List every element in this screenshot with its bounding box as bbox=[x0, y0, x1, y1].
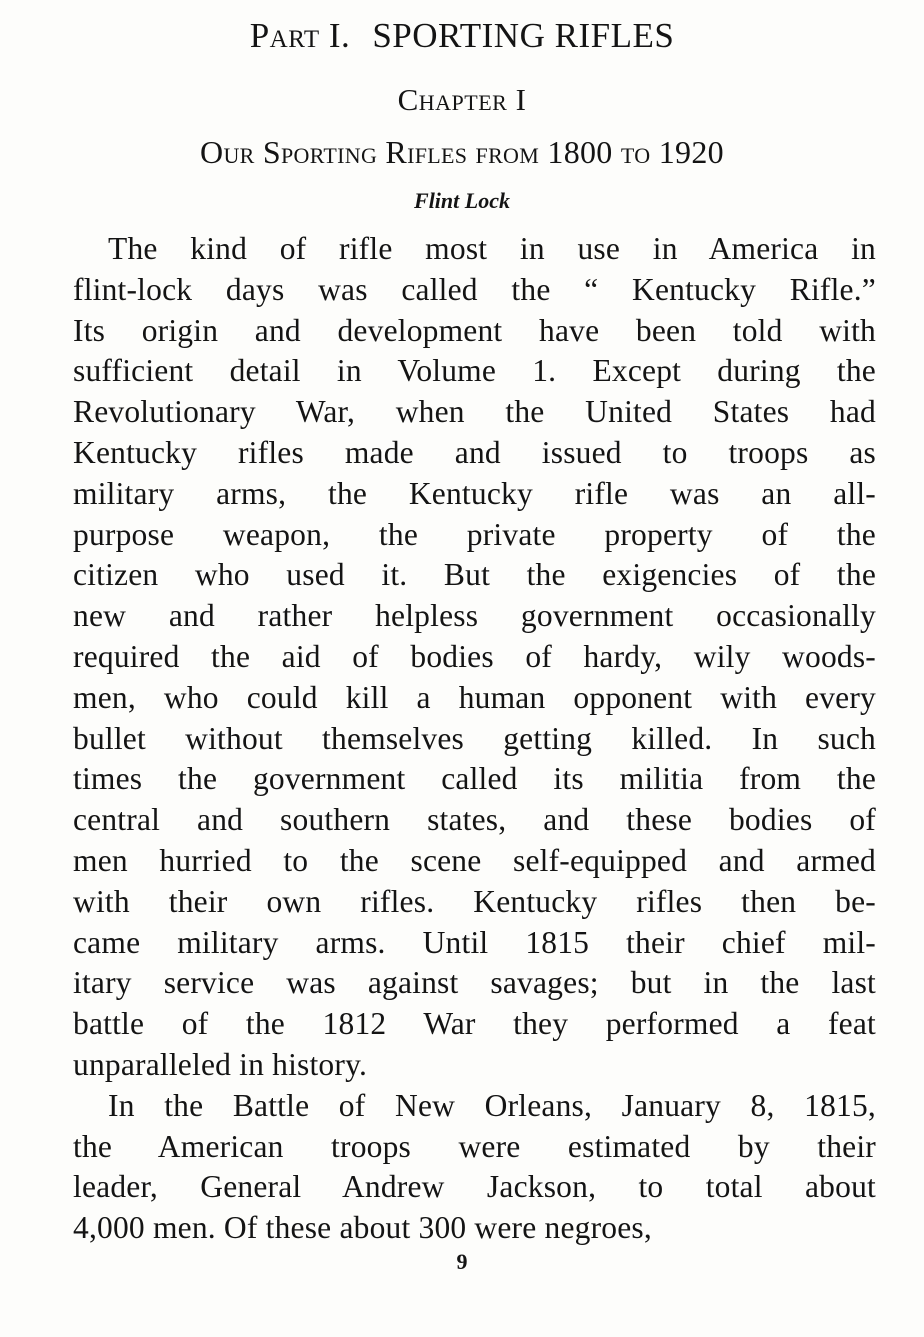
text-line: sufficient detail in Volume 1. Except during the bbox=[73, 353, 876, 389]
page-number: 9 bbox=[456, 1249, 468, 1274]
body-text bbox=[73, 229, 876, 1249]
text-line: The kind of rifle most in use in America in bbox=[108, 231, 876, 266]
text-line: military arms, the Kentucky rifle was an all- bbox=[73, 475, 876, 511]
text-line: times the government called its militia from the bbox=[73, 761, 876, 797]
text-line: citizen who used it. But the exigencies of the bbox=[73, 557, 876, 593]
text-line: unparalleled in history. bbox=[73, 1046, 368, 1082]
paragraph-1 bbox=[73, 229, 876, 1086]
text-line: itary service was against savages; but in the last bbox=[73, 965, 876, 1001]
text-line: central and southern states, and these bodies of bbox=[73, 802, 876, 838]
paragraph-2 bbox=[73, 1086, 876, 1249]
text-line: Kentucky rifles made and issued to troops as bbox=[73, 434, 876, 470]
text-line: flint-lock days was called the “ Kentucky Rifle.” bbox=[73, 271, 876, 307]
text-line: the American troops were estimated by their bbox=[73, 1128, 876, 1164]
part-heading bbox=[0, 16, 924, 56]
text-line: came military arms. Until 1815 their chief mil- bbox=[73, 924, 876, 960]
text-line: with their own rifles. Kentucky rifles then be- bbox=[73, 883, 876, 919]
text-line: battle of the 1812 War they performed a feat bbox=[73, 1006, 876, 1042]
text-line: leader, General Andrew Jackson, to total about bbox=[73, 1169, 876, 1205]
section-heading: Our Sporting Rifles from 1800 to 1920 bbox=[200, 134, 724, 170]
text-line: 4,000 men. Of these about 300 were negroes, bbox=[73, 1210, 652, 1246]
text-line: Revolutionary War, when the United States had bbox=[73, 394, 876, 430]
subsection-heading: Flint Lock bbox=[414, 188, 510, 213]
text-line: Its origin and development have been told with bbox=[73, 312, 876, 348]
text-line: required the aid of bodies of hardy, wily woods- bbox=[73, 638, 876, 674]
text-line: purpose weapon, the private property of the bbox=[73, 516, 876, 552]
text-line: In the Battle of New Orleans, January 8, 1815, bbox=[108, 1087, 876, 1123]
text-line: men, who could kill a human opponent with every bbox=[73, 679, 876, 715]
chapter-heading: Chapter I bbox=[397, 82, 527, 117]
text-line: new and rather helpless government occasionally bbox=[73, 598, 876, 634]
text-line: bullet without themselves getting killed. In such bbox=[73, 720, 876, 756]
part-label: Part I. bbox=[249, 16, 351, 55]
text-line: men hurried to the scene self-equipped and armed bbox=[73, 842, 876, 878]
part-title: SPORTING RIFLES bbox=[372, 16, 675, 55]
